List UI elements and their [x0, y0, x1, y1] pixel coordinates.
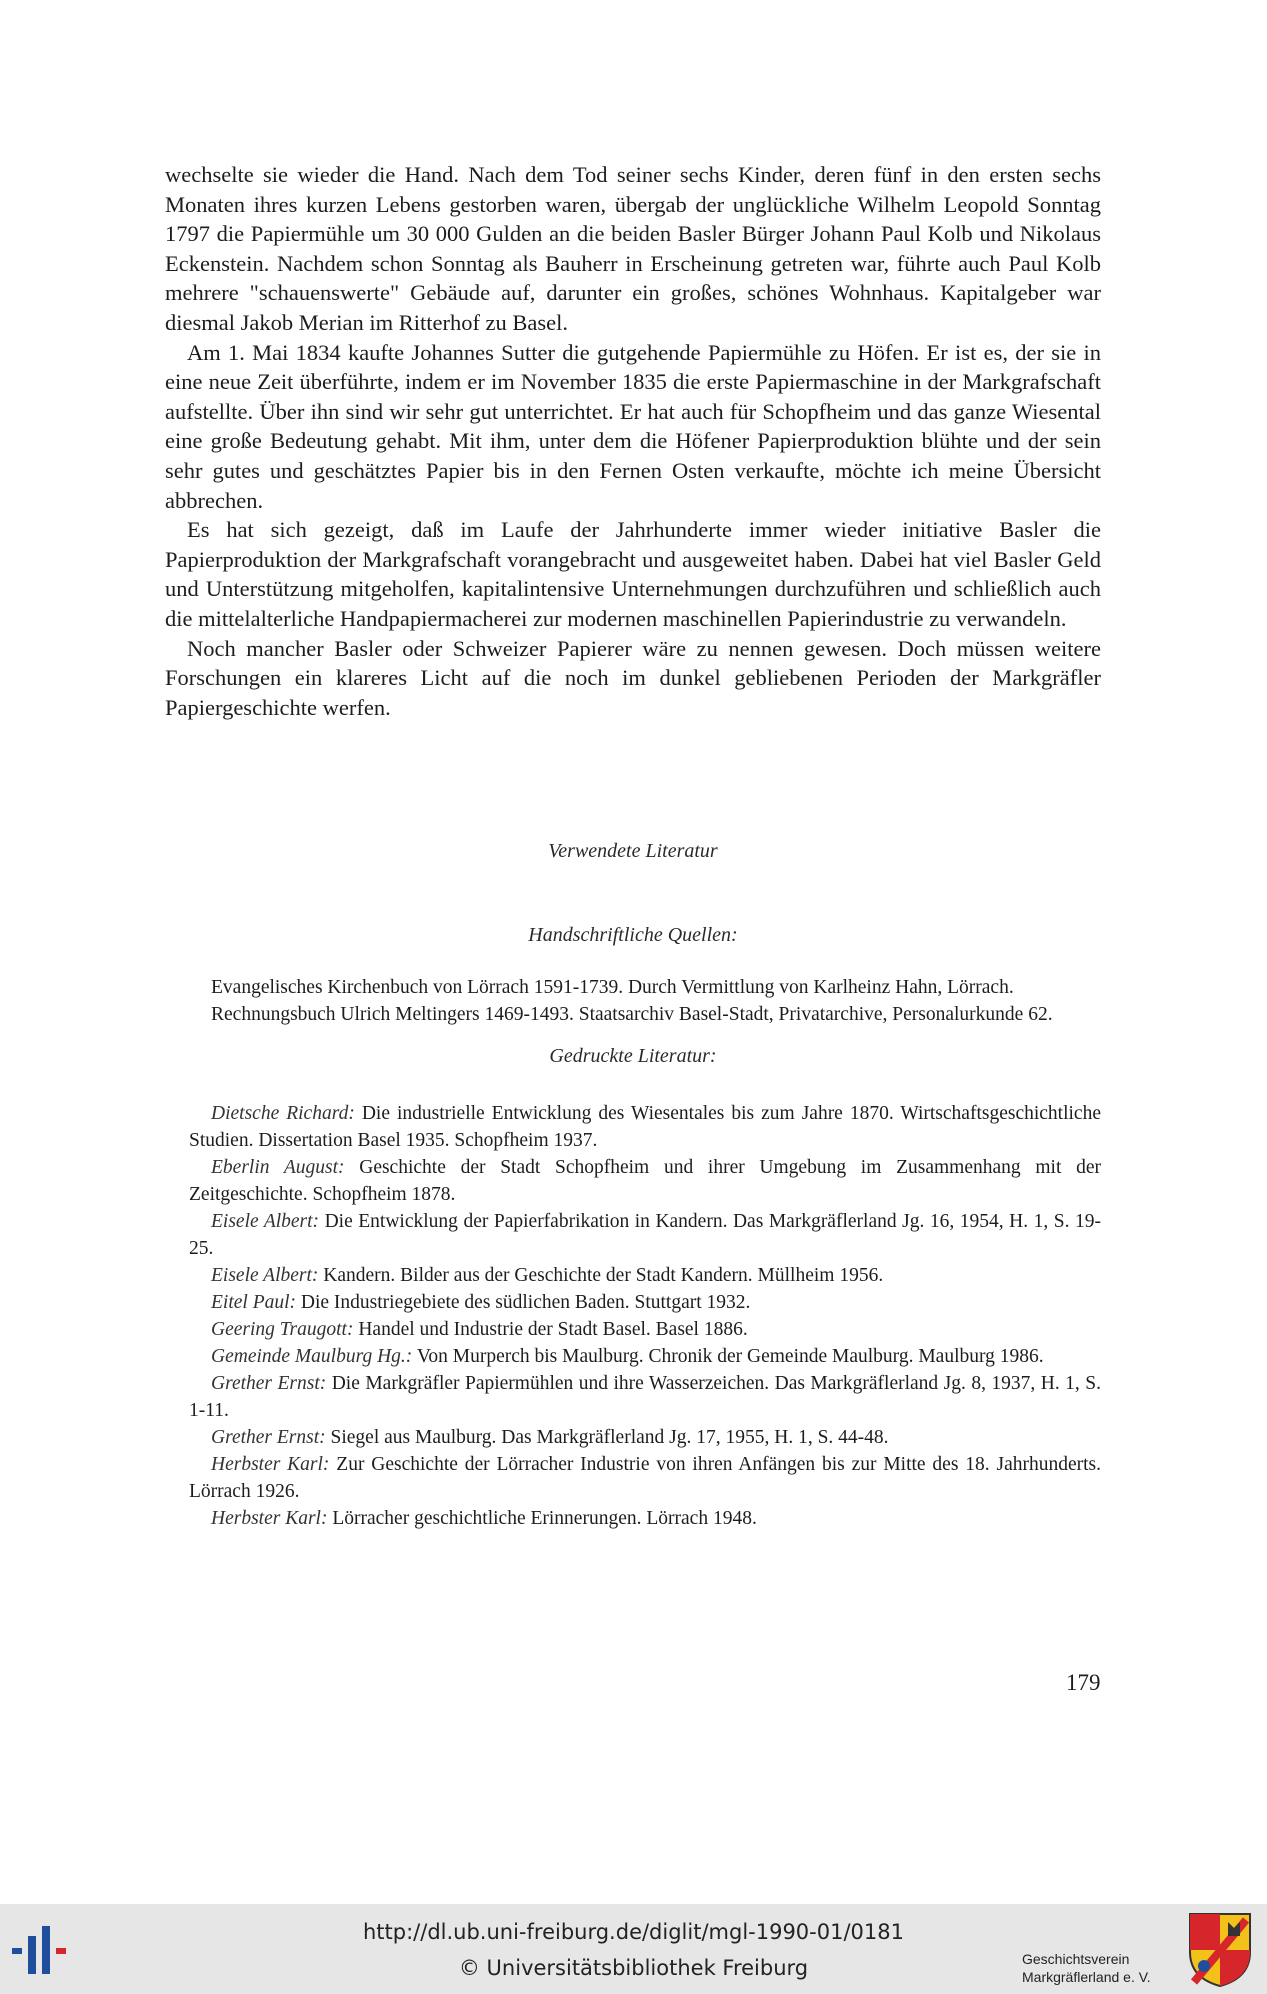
org-name-line2: Markgräflerland e. V. [1022, 1969, 1151, 1985]
literature-text: Geschichte der Stadt Schopfheim und ihrer Umgebung im Zusammenhang mit der Zeitgeschichte. Schopfheim 1878. [189, 1157, 1101, 1206]
literature-entry [165, 1100, 1101, 1154]
document-page [165, 160, 1101, 1532]
literature-author: Dietsche Richard: [211, 1103, 355, 1125]
literature-author: Eisele Albert: [211, 1211, 320, 1233]
footer-bar [0, 1904, 1267, 1994]
literature-entry [165, 1316, 1101, 1343]
literature-author: Herbster Karl: [211, 1508, 328, 1530]
body-text [165, 160, 1101, 722]
list-item: Rechnungsbuch Ulrich Meltingers 1469-1493. Staatsarchiv Basel-Stadt, Privatarchive, Personalurkunde 62. [211, 1004, 1053, 1026]
paragraph: wechselte sie wieder die Hand. Nach dem Tod seiner sechs Kinder, deren fünf in den ersten sechs Monaten ihres kurzen Lebens gestorben waren, übergab der unglückliche Wilhelm Leopold Sonntag 1797 die Papiermühle um 30 000 Gulden an die beiden Basler Bürger Johann Paul Kolb und Nikolaus Eckenstein. Nachdem schon Sonntag als Bauherr in Erscheinung getreten war, führte auch Paul Kolb mehrere "schauenswerte" Gebäude auf, darunter ein großes, schönes Wohnhaus. Kapitalgeber war diesmal Jakob Merian im Ritterhof zu Basel. [165, 162, 1101, 335]
literature-entry [165, 1154, 1101, 1208]
printed-literature-list [165, 1100, 1101, 1532]
list-item: Evangelisches Kirchenbuch von Lörrach 1591-1739. Durch Vermittlung von Karlheinz Hahn, Lörrach. [211, 977, 1014, 999]
literature-author: Grether Ernst: [211, 1427, 326, 1449]
footer-copyright: © Universitätsbibliothek Freiburg [458, 1956, 809, 1980]
literature-text: Lörracher geschichtliche Erinnerungen. Lörrach 1948. [332, 1508, 757, 1530]
literature-text: Die Entwicklung der Papierfabrikation in Kandern. Das Markgräflerland Jg. 16, 1954, H. 1, S. 19-25. [189, 1211, 1102, 1260]
literature-author: Eberlin August: [211, 1157, 345, 1179]
literature-text: Die Markgräfler Papiermühlen und ihre Wasserzeichen. Das Markgräflerland Jg. 8, 1937, H. 1, S. 1-11. [189, 1373, 1101, 1422]
literature-text: Die industrielle Entwicklung des Wiesentales bis zum Jahre 1870. Wirtschaftsgeschichtliche Studien. Dissertation Basel 1935. Schopfheim 1937. [189, 1103, 1101, 1152]
literature-text: Zur Geschichte der Lörracher Industrie von ihren Anfängen bis zur Mitte des 18. Jahrhunderts. Lörrach 1926. [189, 1454, 1101, 1503]
literature-entry [165, 1343, 1101, 1370]
literature-heading: Verwendete Literatur [548, 840, 718, 863]
literature-entry [165, 1370, 1101, 1424]
literature-text: Kandern. Bilder aus der Geschichte der Stadt Kandern. Müllheim 1956. [323, 1265, 884, 1287]
literature-entry [165, 1208, 1101, 1262]
literature-author: Geering Traugott: [211, 1319, 354, 1341]
literature-text: Handel und Industrie der Stadt Basel. Basel 1886. [358, 1319, 748, 1341]
literature-author: Herbster Karl: [211, 1454, 330, 1476]
literature-entry [165, 1451, 1101, 1505]
literature-text: Die Industriegebiete des südlichen Baden. Stuttgart 1932. [300, 1292, 751, 1314]
page-number: 179 [1066, 1670, 1101, 1695]
footer-url-link[interactable]: http://dl.ub.uni-freiburg.de/diglit/mgl-1990-01/0181 [362, 1920, 904, 1944]
literature-text: Von Murperch bis Maulburg. Chronik der Gemeinde Maulburg. Maulburg 1986. [416, 1346, 1044, 1368]
org-name-line1: Geschichtsverein [1022, 1951, 1130, 1967]
handwritten-sources-list [165, 974, 1101, 1028]
literature-author: Grether Ernst: [211, 1373, 327, 1395]
paragraph: Am 1. Mai 1834 kaufte Johannes Sutter die gutgehende Papiermühle zu Höfen. Er ist es, der sie in eine neue Zeit überführte, indem er im November 1835 die erste Papiermaschine in der Markgrafschaft aufstellte. Über ihn sind wir sehr gut unterrichtet. Er hat auch für Schopfheim und das ganze Wiesental eine große Bedeutung gehabt. Mit ihm, unter dem die Höfener Papierproduktion blühte und der sein sehr gutes und geschätztes Papier bis in den Fernen Osten verkaufte, möchte ich meine Übersicht abbrechen. [165, 339, 1101, 513]
literature-entry [165, 1262, 1101, 1289]
paragraph: Noch mancher Basler oder Schweizer Papierer wäre zu nennen gewesen. Doch müssen weitere Forschungen ein klareres Licht auf die noch im dunkel gebliebenen Perioden der Markgräfler Papiergeschichte werfen. [165, 635, 1101, 720]
literature-entry [165, 1505, 1101, 1532]
handwritten-sources-heading: Handschriftliche Quellen: [528, 923, 738, 946]
literature-entry [165, 1424, 1101, 1451]
literature-author: Eisele Albert: [211, 1265, 319, 1287]
literature-text: Siegel aus Maulburg. Das Markgräflerland Jg. 17, 1955, H. 1, S. 44-48. [330, 1427, 889, 1449]
paragraph: Es hat sich gezeigt, daß im Laufe der Jahrhunderte immer wieder initiative Basler die Papierproduktion der Markgrafschaft vorangebracht und ausgeweitet haben. Dabei hat viel Basler Geld und Unterstützung mitgeholfen, kapitalintensive Unternehmungen durchzuführen und schließlich auch die mittelalterliche Handpapiermacherei zur modernen maschinellen Papierindustrie zu verwandeln. [165, 517, 1101, 631]
literature-entry [165, 1289, 1101, 1316]
footer-organization [1022, 1950, 1151, 1986]
printed-literature-heading: Gedruckte Literatur: [549, 1045, 717, 1068]
markgraeflerland-crest-icon [1188, 1912, 1252, 1993]
literature-author: Eitel Paul: [211, 1292, 297, 1314]
literature-author: Gemeinde Maulburg Hg.: [211, 1346, 413, 1368]
